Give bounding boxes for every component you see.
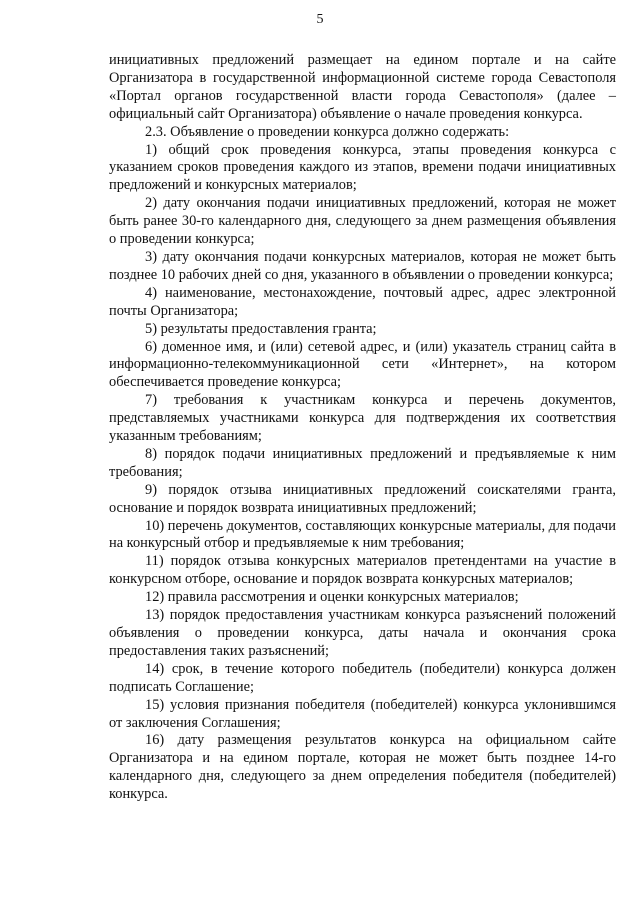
- document-body: [109, 52, 616, 804]
- list-item: 8) порядок подачи инициативных предложений и предъявляемые к ним требования;: [109, 445, 616, 480]
- list-item: 7) требования к участникам конкурса и перечень документов, представляемых участниками конкурса для подтверждения их соответствия указанным требованиям;: [109, 392, 616, 445]
- list-item: 2) дату окончания подачи инициативных предложений, которая не может быть ранее 30-го календарного дня, следующего за днем размещения объявления о проведении конкурса;: [109, 195, 616, 248]
- list-item: 6) доменное имя, и (или) сетевой адрес, и (или) указатель страниц сайта в информационно-телекоммуникационной сети «Интернет», на котором обеспечивается проведение конкурса;: [109, 338, 616, 391]
- paragraph: инициативных предложений размещает на едином портале и на сайте Организатора в государственной информационной системе города Севастополя «Портал органов государственной власти города Севастополя» (далее – официальный сайт Организатора) объявление о начале проведения конкурса.: [109, 52, 616, 122]
- section-heading: 2.3. Объявление о проведении конкурса должно содержать:: [145, 123, 510, 140]
- list-item: 12) правила рассмотрения и оценки конкурсных материалов;: [145, 589, 519, 606]
- list-item: 13) порядок предоставления участникам конкурса разъяснений положений объявления о проведении конкурса, даты начала и окончания срока предоставления таких разъяснений;: [109, 607, 616, 659]
- list-item: 1) общий срок проведения конкурса, этапы проведения конкурса с указанием сроков проведения каждого из этапов, времени подачи инициативных предложений и конкурсных материалов;: [109, 141, 616, 194]
- list-item: 4) наименование, местонахождение, почтовый адрес, адрес электронной почты Организатора;: [109, 284, 616, 319]
- list-item: 9) порядок отзыва инициативных предложений соискателями гранта, основание и порядок возврата инициативных предложений;: [109, 481, 616, 516]
- list-item: 15) условия признания победителя (победителей) конкурса уклонившимся от заключения Соглашения;: [109, 696, 616, 731]
- list-item: 11) порядок отзыва конкурсных материалов претендентами на участие в конкурсном отборе, основание и порядок возврата конкурсных материалов;: [109, 553, 616, 588]
- list-item: 5) результаты предоставления гранта;: [145, 320, 377, 337]
- list-item: 14) срок, в течение которого победитель (победители) конкурса должен подписать Соглашение;: [109, 660, 616, 695]
- list-item: 10) перечень документов, составляющих конкурсные материалы, для подачи на конкурсный отбор и предъявляемые к ним требования;: [109, 517, 616, 552]
- list-item: 3) дату окончания подачи конкурсных материалов, которая не может быть позднее 10 рабочих дней со дня, указанного в объявлении о проведении конкурса;: [109, 248, 616, 283]
- list-item: 16) дату размещения результатов конкурса на официальном сайте Организатора и на едином портале, которая не может быть позднее 14-го календарного дня, следующего за днем определения победителя (победителей) конкурса.: [109, 732, 616, 803]
- page-number: 5: [316, 12, 324, 27]
